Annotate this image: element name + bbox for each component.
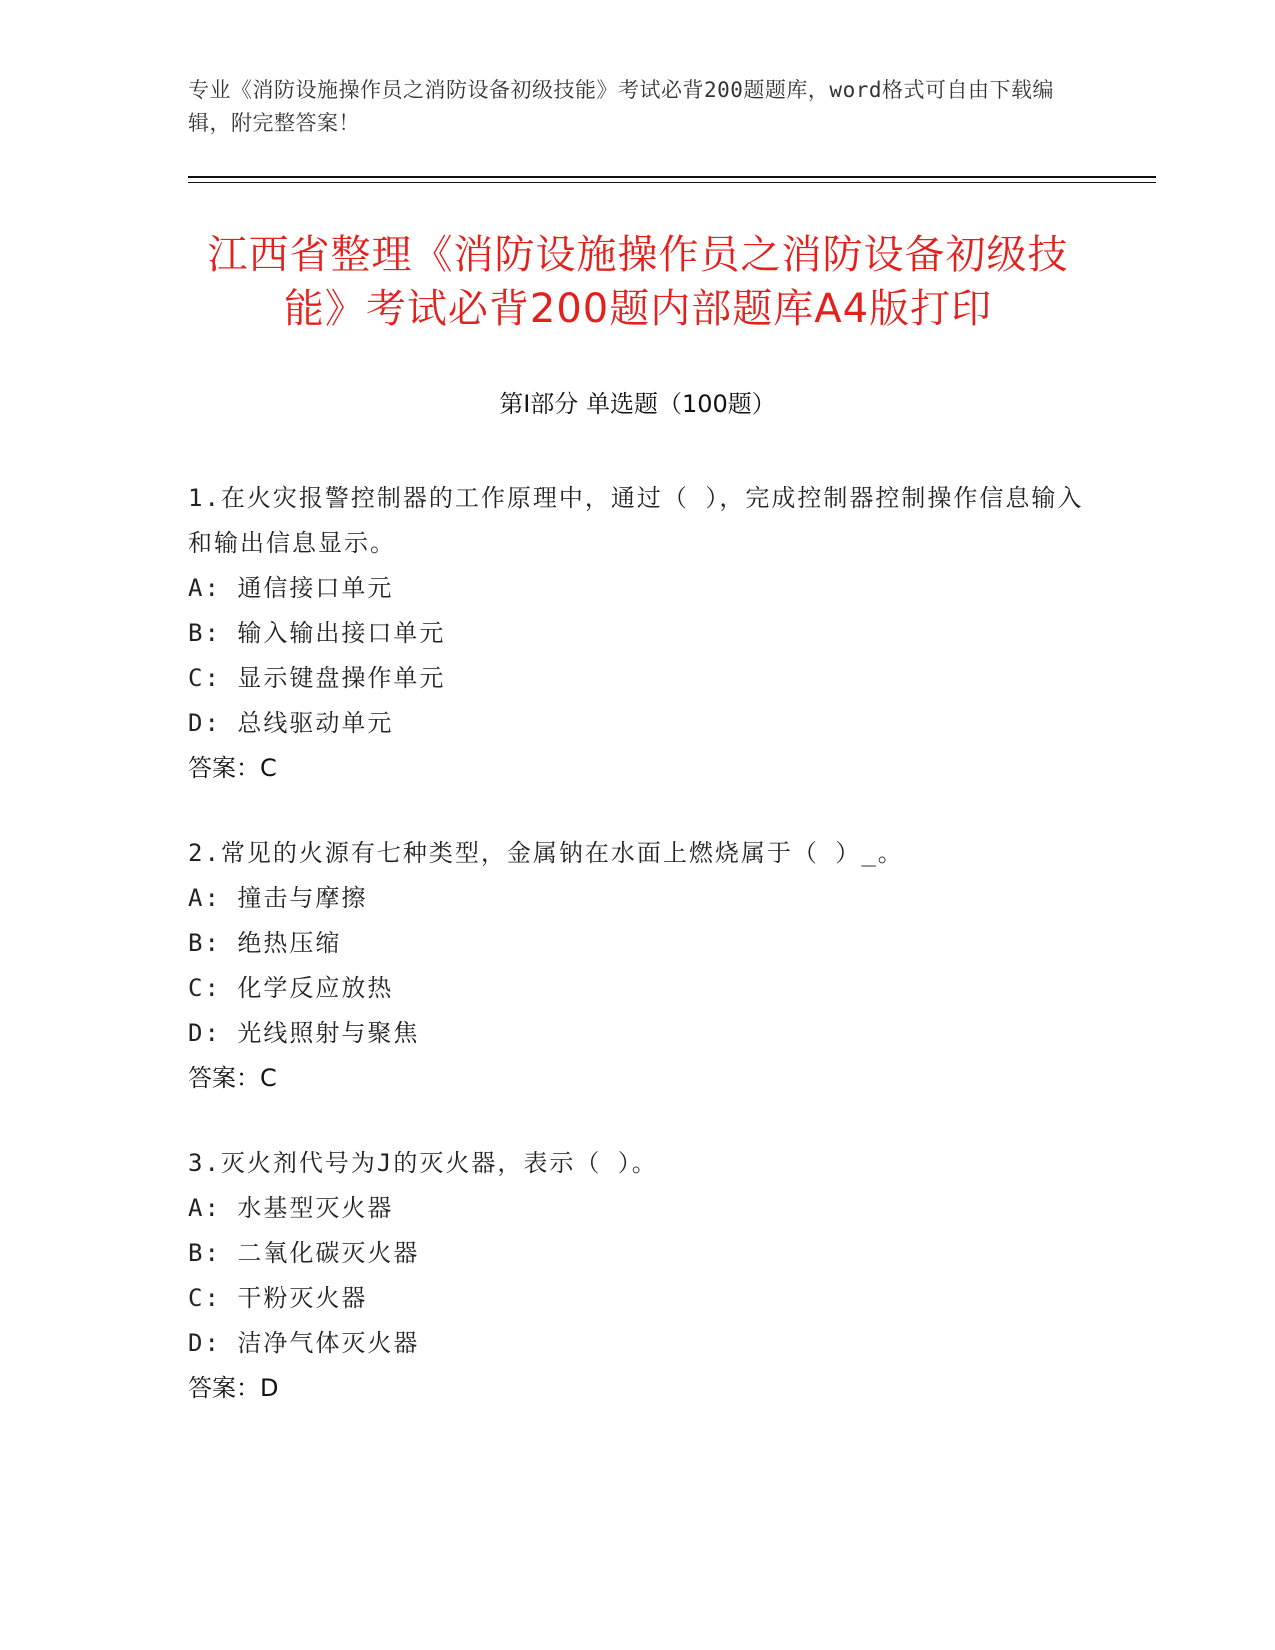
question-item <box>188 831 1088 1101</box>
answer-line: 答案：C <box>188 754 277 782</box>
option-d: D: 光线照射与聚焦 <box>188 1019 420 1047</box>
header-divider-thick <box>188 176 1156 178</box>
section-heading: 第Ⅰ部分 单选题（100题） <box>499 390 776 418</box>
option-c: C: 显示键盘操作单元 <box>188 664 446 692</box>
question-item <box>188 1141 1088 1411</box>
option-b: B: 绝热压缩 <box>188 929 342 957</box>
document-title: 江西省整理《消防设施操作员之消防设备初级技能》考试必背200题内部题库A4版打印 <box>207 232 1069 332</box>
option-a: A: 水基型灭火器 <box>188 1194 394 1222</box>
question-stem: 1.在火灾报警控制器的工作原理中，通过（ ），完成控制器控制操作信息输入和输出信息显示。 <box>188 484 1084 557</box>
option-c: C: 化学反应放热 <box>188 974 394 1002</box>
question-stem: 2.常见的火源有七种类型，金属钠在水面上燃烧属于（ ）_。 <box>188 839 904 867</box>
option-d: D: 总线驱动单元 <box>188 709 394 737</box>
header-divider-thin <box>188 182 1156 183</box>
option-b: B: 二氧化碳灭火器 <box>188 1239 420 1267</box>
option-c: C: 干粉灭火器 <box>188 1284 368 1312</box>
question-stem: 3.灭火剂代号为J的灭火器，表示（ ）。 <box>188 1149 658 1177</box>
option-a: A: 通信接口单元 <box>188 574 394 602</box>
option-a: A: 撞击与摩擦 <box>188 884 368 912</box>
option-d: D: 洁净气体灭火器 <box>188 1329 420 1357</box>
answer-line: 答案：C <box>188 1064 277 1092</box>
option-b: B: 输入输出接口单元 <box>188 619 446 647</box>
question-list <box>188 476 1088 1451</box>
question-item <box>188 476 1088 791</box>
answer-line: 答案：D <box>188 1374 279 1402</box>
header-note: 专业《消防设施操作员之消防设备初级技能》考试必背200题题库，word格式可自由下载编辑，附完整答案！ <box>188 78 1054 135</box>
